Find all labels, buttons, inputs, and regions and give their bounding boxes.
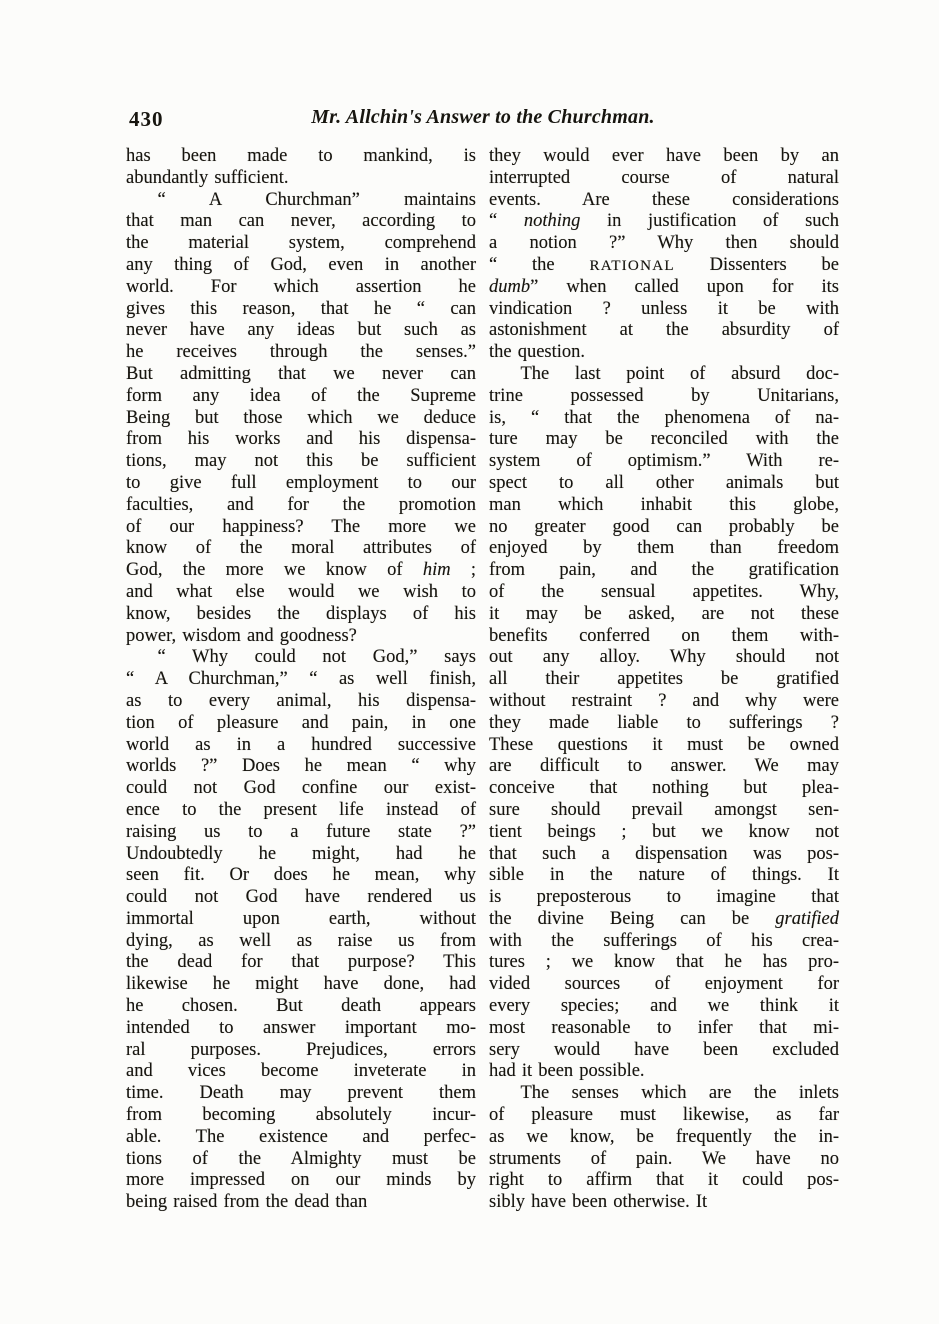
text-line: any thing of God, even in another: [126, 254, 476, 275]
text-line: world. For which assertion he: [126, 276, 476, 297]
text-line: “ nothing in justification of such: [489, 211, 839, 232]
text-line: ence to the present life instead of: [126, 799, 476, 820]
text-line: tures ; we know that he has pro-: [489, 952, 839, 973]
text-line: events. Are these considerations: [489, 189, 839, 210]
text-line: and what else would we wish to: [126, 581, 476, 602]
text-line: it may be asked, are not these: [489, 603, 839, 624]
text-line: the question.: [489, 342, 586, 363]
text-line: right to affirm that it could pos-: [489, 1170, 839, 1191]
page-number: 430: [129, 107, 164, 131]
text-line: that man can never, according to: [126, 211, 476, 232]
text-line: know, besides the displays of his: [126, 603, 476, 624]
text-line: abundantly sufficient.: [126, 167, 289, 188]
page-header: [127, 106, 839, 129]
text-line: as we know, be frequently the in-: [489, 1126, 839, 1147]
text-line: no greater good can probably be: [489, 516, 839, 537]
text-line: vindication ? unless it be with: [489, 298, 839, 319]
text-line: spect to all other animals but: [489, 472, 839, 493]
text-line: all their appetites be gratified: [489, 669, 839, 690]
text-line: is, “ that the phenomena of na-: [489, 407, 839, 428]
text-line: seen fit. Or does he mean, why: [126, 865, 476, 886]
text-line: the divine Being can be gratified: [489, 908, 839, 929]
text-line: enjoyed by them than freedom: [489, 538, 839, 559]
text-line: being raised from the dead than: [126, 1192, 368, 1213]
text-line: from pain, and the gratification: [489, 560, 839, 581]
italic-text: dumb: [489, 276, 531, 297]
text-line: Being but those which we deduce: [126, 407, 476, 428]
text-line: astonishment at the absurdity of: [489, 320, 839, 341]
small-caps-text: RATIONAL: [589, 256, 675, 274]
text-line: These questions it must be owned: [489, 734, 839, 755]
left-column: [126, 146, 476, 1214]
text-line: with the sufferings of his crea-: [489, 930, 839, 951]
text-line: from becoming absolutely incur-: [126, 1105, 476, 1126]
text-line: of our happiness? The more we: [126, 516, 476, 537]
text-line: know of the moral attributes of: [126, 538, 476, 559]
text-line: benefits conferred on them with-: [489, 625, 839, 646]
text-line: is preposterous to imagine that: [489, 887, 839, 908]
text-line: The last point of absurd doc-: [520, 363, 839, 384]
text-line: that such a dispensation was pos-: [489, 843, 839, 864]
text-line: “ the RATIONAL Dissenters be: [489, 254, 839, 275]
text-line: immortal upon earth, without: [126, 908, 476, 929]
text-line: the material system, comprehend: [126, 233, 476, 254]
text-line: conceive that nothing but plea-: [489, 778, 839, 799]
text-line: more impressed on our minds by: [126, 1170, 476, 1191]
text-line: faculties, and for the promotion: [126, 494, 476, 515]
text-line: they made liable to sufferings ?: [489, 712, 839, 733]
text-line: likewise he might have done, had: [126, 974, 476, 995]
text-line: as to every animal, his dispensa-: [126, 690, 476, 711]
right-column: [489, 146, 839, 1214]
text-line: tions of the Almighty must be: [126, 1148, 476, 1169]
text-line: never have any ideas but such as: [126, 320, 476, 341]
text-line: God, the more we know of him ;: [126, 560, 476, 581]
text-line: from his works and his dispensa-: [126, 429, 476, 450]
text-line: sibly have been otherwise. It: [489, 1192, 708, 1213]
text-line: to give full employment to our: [126, 472, 476, 493]
text-line: tient beings ; but we know not: [489, 821, 839, 842]
text-line: form any idea of the Supreme: [126, 385, 476, 406]
text-line: most reasonable to infer that mi-: [489, 1017, 839, 1038]
text-line: of pleasure must likewise, as far: [489, 1105, 839, 1126]
text-line: of the sensual appetites. Why,: [489, 581, 839, 602]
text-line: dumb” when called upon for its: [489, 276, 839, 297]
text-line: and vices become inveterate in: [126, 1061, 476, 1082]
text-line: the dead for that purpose? This: [126, 952, 476, 973]
text-line: tion of pleasure and pain, in one: [126, 712, 476, 733]
text-line: ture may be reconciled with the: [489, 429, 839, 450]
text-line: sure should prevail amongst sen-: [489, 799, 839, 820]
text-line: dying, as well as raise us from: [126, 930, 476, 951]
text-line: raising us to a future state ?”: [126, 821, 476, 842]
text-line: But admitting that we never can: [126, 363, 476, 384]
text-line: The senses which are the inlets: [520, 1083, 839, 1104]
text-line: Undoubtedly he might, had he: [126, 843, 476, 864]
text-line: he chosen. But death appears: [126, 996, 476, 1017]
text-line: power, wisdom and goodness?: [126, 625, 357, 646]
text-line: intended to answer important mo-: [126, 1017, 476, 1038]
text-line: sible in the nature of things. It: [489, 865, 839, 886]
body-text: [126, 146, 839, 1214]
text-line: world as in a hundred successive: [126, 734, 476, 755]
text-line: he receives through the senses.”: [126, 342, 476, 363]
text-line: are difficult to answer. We may: [489, 756, 839, 777]
italic-text: nothing: [523, 211, 581, 232]
text-line: out any alloy. Why should not: [489, 647, 839, 668]
text-line: “ A Churchman,” “ as well finish,: [126, 669, 476, 690]
text-line: trine possessed by Unitarians,: [489, 385, 839, 406]
text-line: they would ever have been by an: [489, 146, 839, 166]
italic-text: gratified: [775, 908, 839, 929]
text-line: gives this reason, that he “ can: [126, 298, 476, 319]
text-line: a notion ?” Why then should: [489, 233, 839, 254]
text-line: “ Why could not God,” says: [157, 647, 476, 668]
text-line: man which inhabit this globe,: [489, 494, 839, 515]
text-line: time. Death may prevent them: [126, 1083, 476, 1104]
text-line: vided sources of enjoyment for: [489, 974, 839, 995]
text-line: system of optimism.” With re-: [489, 451, 839, 472]
italic-text: him: [422, 560, 451, 581]
text-line: without restraint ? and why were: [489, 690, 839, 711]
text-line: had it been possible.: [489, 1061, 645, 1082]
running-title: Mr. Allchin's Answer to the Churchman.: [311, 106, 655, 128]
text-line: could not God have rendered us: [126, 887, 476, 908]
text-line: struments of pain. We have no: [489, 1148, 839, 1169]
text-line: interrupted course of natural: [489, 167, 839, 188]
text-line: has been made to mankind, is: [126, 146, 476, 166]
text-line: could not God confine our exist-: [126, 778, 476, 799]
text-line: ral purposes. Prejudices, errors: [126, 1039, 476, 1060]
text-line: able. The existence and perfec-: [126, 1126, 476, 1147]
text-line: worlds ?” Does he mean “ why: [126, 756, 476, 777]
text-line: tions, may not this be sufficient: [126, 451, 476, 472]
text-line: “ A Churchman” maintains: [157, 189, 476, 210]
text-line: sery would have been excluded: [489, 1039, 839, 1060]
text-line: every species; and we think it: [489, 996, 839, 1017]
